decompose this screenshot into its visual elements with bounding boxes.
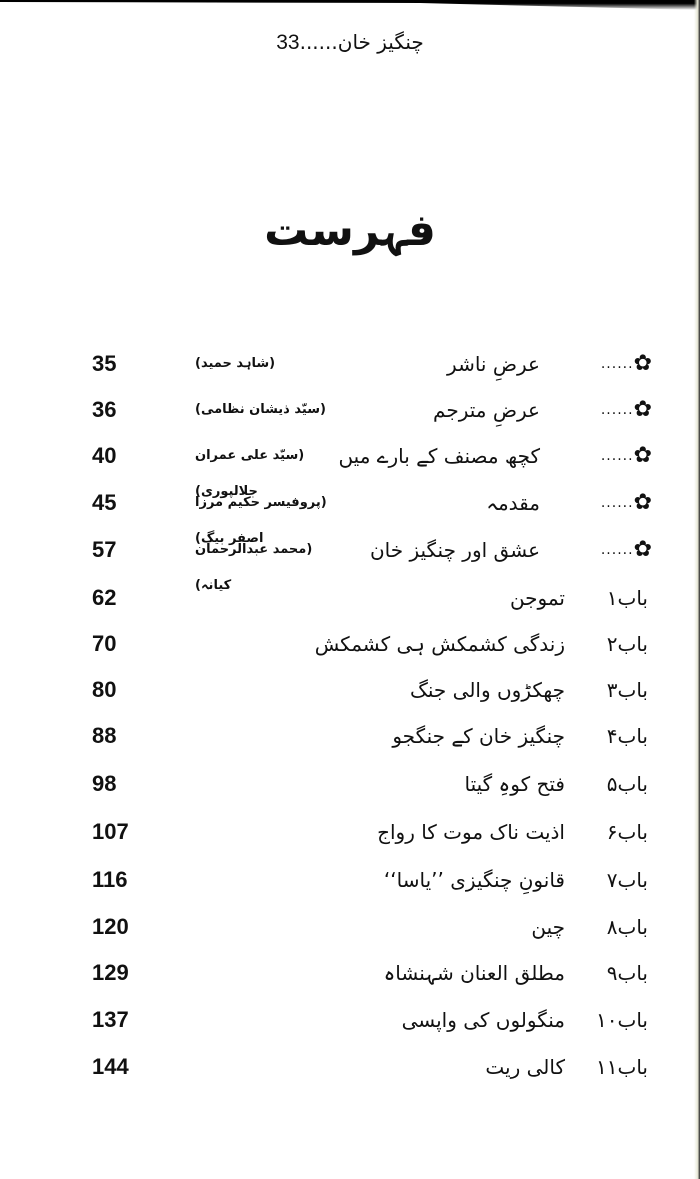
page-number: 36 — [92, 397, 117, 422]
page-number: 144 — [92, 1054, 129, 1079]
chapter-row — [0, 766, 700, 802]
chapter-row — [0, 814, 700, 850]
chapter-title: اذیت ناک موت کا رواج — [377, 820, 565, 844]
page-title: فہرست — [264, 205, 436, 256]
flower-icon: ✿ — [633, 537, 652, 562]
page-number: 116 — [92, 867, 128, 892]
entry-title: کچھ مصنف کے بارے میں — [338, 444, 540, 468]
entry-title: مقدمہ — [486, 491, 540, 515]
chapter-title: فتح کوہِ گیتا — [464, 772, 565, 796]
page-number: 40 — [92, 443, 117, 468]
entry-title: عرضِ ناشر — [447, 352, 540, 376]
scan-top-edge — [0, 0, 700, 10]
leader-dots: ...... — [600, 448, 634, 464]
chapter-title: مطلق العنان شہنشاہ — [383, 961, 565, 985]
entry-marker — [572, 392, 652, 428]
chapter-row — [0, 580, 700, 616]
header-page-number: 33 — [276, 31, 300, 54]
author: (شاہد حمید) — [195, 356, 276, 371]
chapter-title: منگولوں کی واپسی — [401, 1008, 565, 1032]
chapter-row — [0, 862, 700, 898]
chapter-label: باب۸ — [606, 915, 648, 939]
chapter-title: زندگی کشمکش ہی کشمکش — [314, 632, 565, 656]
chapter-title: کالی ریت — [485, 1055, 565, 1079]
chapter-title: چھکڑوں والی جنگ — [410, 678, 565, 702]
chapter-row — [0, 626, 700, 662]
page-number: 88 — [92, 723, 117, 748]
author: (سیّد علی عمران جلالپوری) — [195, 448, 305, 499]
toc-row — [0, 346, 700, 382]
toc-row — [0, 438, 700, 499]
chapter-title: چنگیز خان کے جنگجو — [392, 724, 565, 748]
chapter-label: باب۲ — [606, 632, 648, 656]
author: (پروفیسر حکیم مرزا اصفر بیگ) — [195, 495, 327, 546]
page-number: 137 — [92, 1007, 129, 1032]
chapter-label: باب۷ — [606, 868, 648, 892]
page-number: 80 — [92, 677, 117, 702]
chapter-title: تموجن — [509, 586, 565, 610]
page-number: 107 — [92, 819, 129, 844]
author: (محمد عبدالرحمان کیانہ) — [195, 542, 313, 593]
header-separator: ...... — [299, 30, 338, 54]
entry-marker — [572, 346, 652, 382]
header-book-title: چنگیز خان — [337, 30, 424, 54]
page-number: 62 — [92, 585, 117, 610]
running-header — [0, 30, 700, 55]
toc-row — [0, 485, 700, 546]
chapter-label: باب۵ — [606, 772, 648, 796]
leader-dots: ...... — [600, 402, 634, 418]
flower-icon: ✿ — [633, 490, 652, 515]
chapter-label: باب۶ — [606, 820, 648, 844]
page-number: 98 — [92, 771, 117, 796]
chapter-row — [0, 1002, 700, 1038]
entry-marker — [572, 532, 652, 568]
entry-title: عشق اور چنگیز خان — [369, 538, 540, 562]
chapter-title: قانونِ چنگیزی ’’یاسا‘‘ — [383, 868, 565, 892]
leader-dots: ...... — [600, 495, 634, 511]
chapter-label: باب۱۰ — [596, 1008, 648, 1032]
page-number: 70 — [92, 631, 117, 656]
chapter-row — [0, 718, 700, 754]
page-number: 129 — [92, 960, 129, 985]
flower-icon: ✿ — [633, 351, 652, 376]
entry-marker — [572, 485, 652, 521]
toc-row — [0, 532, 700, 593]
chapter-row — [0, 955, 700, 991]
chapter-row — [0, 1049, 700, 1085]
entry-title: عرضِ مترجم — [433, 398, 540, 422]
toc-row — [0, 392, 700, 428]
leader-dots: ...... — [600, 356, 634, 372]
page-number: 120 — [92, 914, 129, 939]
chapter-label: باب۴ — [606, 724, 648, 748]
flower-icon: ✿ — [633, 397, 652, 422]
chapter-label: باب۹ — [606, 961, 648, 985]
chapter-label: باب۱ — [606, 586, 648, 610]
chapter-title: چین — [531, 915, 565, 939]
chapter-row — [0, 672, 700, 708]
leader-dots: ...... — [600, 542, 634, 558]
chapter-row — [0, 909, 700, 945]
page-number: 35 — [92, 351, 117, 376]
flower-icon: ✿ — [633, 443, 652, 468]
chapter-label: باب۳ — [606, 678, 648, 702]
entry-marker — [572, 438, 652, 474]
chapter-label: باب۱۱ — [596, 1055, 648, 1079]
page-number: 57 — [92, 537, 117, 562]
author: (سیّد ذیشان نظامی) — [195, 402, 326, 417]
page-number: 45 — [92, 490, 117, 515]
